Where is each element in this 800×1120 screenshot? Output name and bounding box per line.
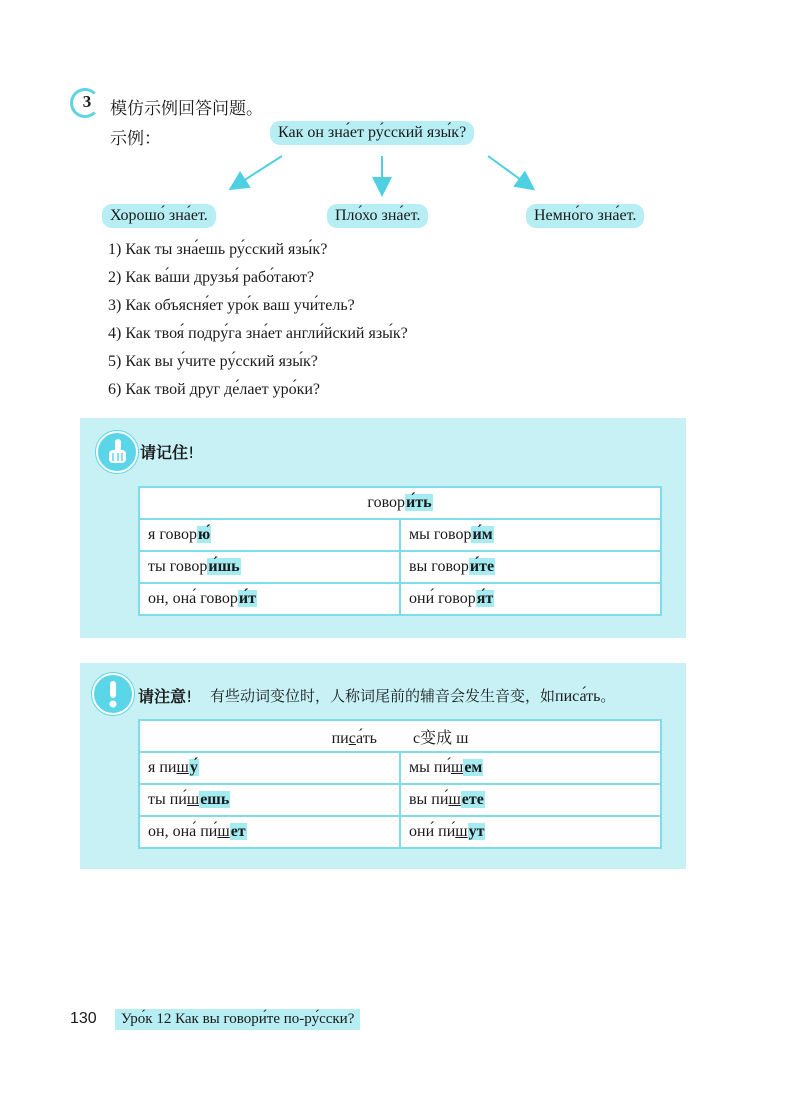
question-item: 1) Как ты зна́ешь ру́сский язы́к? [108,241,328,258]
table-row [139,784,661,816]
question-list [108,236,408,404]
table-cell: он, она́ говори́т [139,583,400,615]
table-row [139,816,661,848]
table-row [139,752,661,784]
table-cell: я пишу́ [139,752,400,784]
question-item: 6) Как твой друг де́лает уро́ки? [108,381,321,398]
table-header-row [139,487,661,519]
example-question: Как он зна́ет ру́сский язы́к? [270,121,474,145]
question-item: 5) Как вы у́чите ру́сский язы́к? [108,353,318,370]
table-header-row [139,720,661,752]
exercise-instruction: 模仿示例回答问题。 [110,99,263,119]
arrow-left [232,156,282,188]
question-item: 4) Как твоя́ подру́га зна́ет англи́йский язы́к? [108,325,408,342]
conjugation-table-pisat [138,719,662,849]
example-answer-1: Хорошо́ зна́ет. [102,204,216,228]
conjugation-table-govorit [138,486,662,616]
attention-box [80,663,686,869]
remember-box [80,418,686,638]
table-cell: ты говори́шь [139,551,400,583]
attention-title: 请注意! [138,687,193,706]
page-number: 130 [70,1010,97,1027]
table-cell: вы говори́те [400,551,661,583]
arrow-right [488,156,532,188]
table-cell: они́ говоря́т [400,583,661,615]
example-label: 示例： [110,129,161,149]
pointing-hand-icon [96,431,138,473]
table-cell: ты пи́шешь [139,784,400,816]
table-cell: мы пи́шем [400,752,661,784]
question-item: 2) Как ва́ши друзья́ рабо́тают? [108,269,315,286]
table-row [139,583,661,615]
table-cell: они́ пи́шут [400,816,661,848]
table-cell: мы говори́м [400,519,661,551]
exclamation-icon [92,673,134,715]
remember-title: 请记住! [140,443,195,462]
table-row [139,551,661,583]
table-cell: он, она́ пи́шет [139,816,400,848]
example-answer-3: Немно́го зна́ет. [526,204,644,228]
question-item: 3) Как объясня́ет уро́к ваш учи́тель? [108,297,355,314]
table-cell: я говорю́ [139,519,400,551]
table-row [139,519,661,551]
table-cell: вы пи́шете [400,784,661,816]
verb-infinitive: говори́ть [139,487,661,519]
consonant-change: с变成 ш [412,729,469,747]
attention-note: 有些动词变位时，人称词尾前的辅音会发生音变，如писа́ть。 [210,687,616,705]
exercise-number: 3 [82,92,92,111]
lesson-title: Уро́к 12 Как вы говори́те по-ру́сски? [115,1009,360,1030]
example-answer-2: Пло́хо зна́ет. [327,204,428,228]
example-arrows [0,0,800,220]
verb-infinitive: писа́ть с变成 ш [139,720,661,752]
